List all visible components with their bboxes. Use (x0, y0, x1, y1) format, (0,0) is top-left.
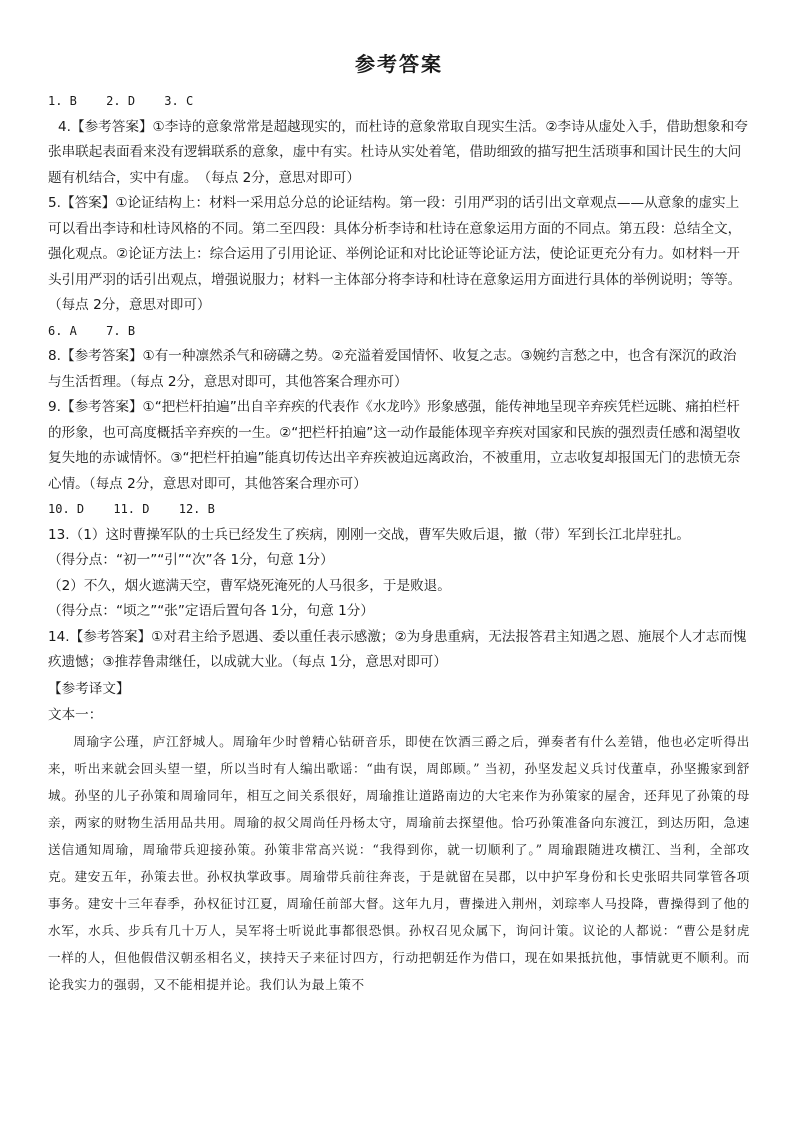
answer-9: 9.【参考答案】①“把栏杆拍遍”出自辛弃疾的代表作《水龙吟》形象感强，能传神地呈现辛弃疾凭栏远眺、痛拍栏杆的形象，也可高度概括辛弃疾的一生。②“把栏杆拍遍”这一动作最能体现辛弃疾对国家和民族的强烈责任感和渴望收复失地的赤诚情怀。③“把栏杆拍遍”能真切传达出辛弃疾被迫远离政治，不被重用，立志收复却报国无门的悲愤无奈心情。（每点 2分，意思对即可，其他答案合理亦可） (48, 399, 741, 492)
answer-1: 1. B (48, 94, 77, 108)
answer-13-2-score: （得分点：“顷之”“张”定语后置句各 1分，句意 1分） (48, 603, 374, 619)
answers-1-3 (48, 89, 750, 115)
answer-8: 8.【参考答案】①有一种凛然杀气和磅礴之势。②充溢着爱国情怀、收复之志。③婉约言愁之中，也含有深沉的政治与生活哲理。（每点 2分，意思对即可，其他答案合理亦可） (48, 348, 737, 390)
answer-12: 12. B (178, 502, 215, 516)
translation-heading: 【参考译文】 (48, 680, 130, 697)
answer-14: 14.【参考答案】①对君主给予恩遇、委以重任表示感激；②为身患重病，无法报答君主知遇之恩、施展个人才志而愧疚遗憾；③推荐鲁肃继任，以成就大业。（每点 1分，意思对即可） (48, 628, 747, 670)
translation-body: 周瑜字公瑾，庐江舒城人。周瑜年少时曾精心钻研音乐，即使在饮酒三爵之后，弹奏者有什么差错，他也必定听得出来，听出来就会回头望一望，所以当时有人编出歌谣：“曲有误，周郎顾。” 当初，孙坚发起义兵讨伐董卓，孙坚搬家到舒城。孙坚的儿子孙策和周瑜同年，相互之间关系很好，周瑜推让道路南边的大宅来作为孙策家的屋舍，还拜见了孙策的母亲，两家的财物生活用品共用。周瑜的叔父周尚任丹杨太守，周瑜前去探望他。恰巧孙策准备向东渡江，到达历阳，急速送信通知周瑜，周瑜带兵迎接孙策。孙策非常高兴说：“我得到你，就一切顺利了。” 周瑜跟随进攻横江、当利，全部攻克。建安五年，孙策去世。孙权执掌政事。周瑜带兵前往奔丧，于是就留在吴郡，以中护军身份和长史张昭共同掌管各项事务。建安十三年春季，孙权征讨江夏，周瑜任前部大督。这年九月，曹操进入荆州，刘琮率人马投降，曹操得到了他的水军，水兵、步兵有几十万人，吴军将士听说此事都很恐惧。孙权召见众属下，询问计策。议论的人都说：“曹公是豺虎一样的人，但他假借汉朝丞相名义，挟持天子来征讨四方，行动把朝廷作为借口，现在如果抵抗他，事情就更不顺利。而论我实力的强弱，又不能相提并论。我们认为最上策不 (48, 733, 750, 992)
answer-11: 11. D (113, 502, 150, 516)
answer-13-1: 13.（1）这时曹操军队的士兵已经发生了疾病，刚刚一交战，曹军失败后退，撤（带）军到长江北岸驻扎。 (48, 526, 690, 543)
answer-4: 4.【参考答案】①李诗的意象常常是超越现实的，而杜诗的意象常取自现实生活。②李诗从虚处入手，借助想象和夸张串联起表面看来没有逻辑联系的意象，虚中有实。杜诗从实处着笔，借助细致的描写把生活琐事和国计民生的大问题有机结合，实中有虚。 （每点 2分，意思对即可） (48, 118, 748, 186)
answer-10: 10. D (48, 502, 85, 516)
answer-5: 5.【答案】①论证结构上：材料一采用总分总的论证结构。第一段：引用严羽的话引出文章观点——从意象的虚实上可以看出李诗和杜诗风格的不同。第二至四段：具体分析李诗和杜诗在意象运用方面的不同点。第五段：总结全文，强化观点。②论证方法上：综合运用了引用论证、举例论证和对比论证等论证方法，使论证更充分有力。如材料一开头引用严羽的话引出观点，增强说服力；材料一主体部分将李诗和杜诗在意象运用方面进行具体的举例说明；等等。（每点 2分，意思对即可） (48, 195, 742, 313)
answer-list (48, 89, 750, 676)
answer-6: 6. A (48, 323, 77, 338)
answer-13-1-score: （得分点：“初一”“引”“次”各 1分，句意 1分） (48, 552, 334, 568)
answer-2: 2. D (106, 94, 136, 108)
answer-13-2: （2）不久，烟火遮满天空，曹军烧死淹死的人马很多，于是败退。 (48, 577, 451, 594)
answer-3: 3. C (164, 94, 194, 108)
answers-6-7 (48, 319, 750, 345)
answer-7: 7. B (106, 323, 136, 338)
translation-text-label: 文本一： (48, 706, 103, 723)
page-title: 参考答案 (355, 52, 443, 76)
answers-10-12 (48, 497, 750, 523)
